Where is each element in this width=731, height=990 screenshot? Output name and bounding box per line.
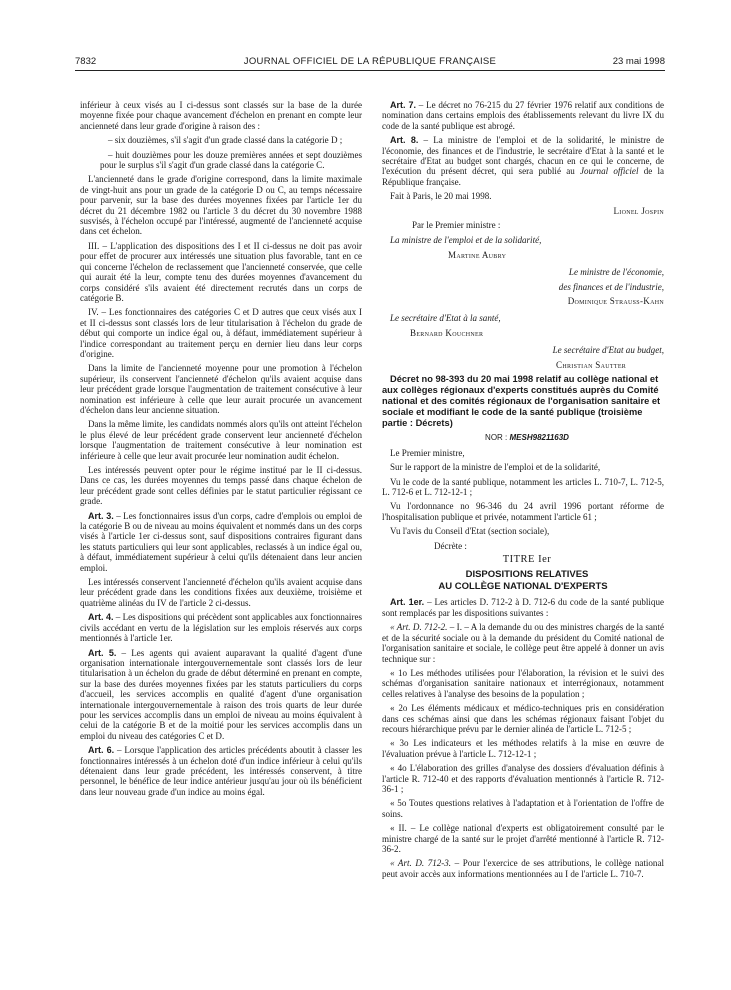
paragraph: Les intéressés peuvent opter pour le régime institué par le II ci-dessus. Dans ce cas, les durées moyennes du temps passé dans chaque échelon de leur précédent grade sont celles définies par le statut particulier régissant ce grade. (80, 465, 362, 507)
article-4 (80, 612, 362, 643)
article-1 (382, 597, 664, 618)
article-3 (80, 511, 362, 573)
minister-title: Le secrétaire d'Etat à la santé, (390, 313, 501, 324)
page-number: 7832 (75, 56, 97, 67)
article-text: – I. – A la demande du ou des ministres chargés de la santé et de la sécurité sociale ou à la demande du président du Comité national de l'organisation sanitaire et sociale, le collège peut être appelé à donner un avis technique sur : (382, 622, 664, 664)
titre-subheading (382, 569, 664, 593)
article-text: – Le décret no 76-215 du 27 février 1976 relatif aux conditions de nomination dans certains emplois des établissements relevant du livre IX du code de la santé publique est abrogé. (382, 100, 664, 131)
article-7 (382, 100, 664, 131)
issue-date: 23 mai 1998 (612, 56, 665, 67)
paragraph: Le Premier ministre, (390, 447, 465, 458)
list-item: « 1o Les méthodes utilisées pour l'élaboration, la révision et le suivi des schémas d'organisation sanitaire nationaux et interrégionaux, notamment celles relatives à l'analyse des besoins de la population ; (382, 667, 664, 699)
paragraph: Vu le code de la santé publique, notamment les articles L. 710-7, L. 712-5, L. 712-6 et L. 712-12-1 ; (382, 476, 664, 498)
minister-title: Le ministre de l'économie, (568, 266, 664, 277)
article-label: Art. 6. (88, 745, 115, 756)
nor-code: MESH9821163D (509, 433, 569, 443)
titre-line: AU COLLÈGE NATIONAL D'EXPERTS (438, 581, 608, 593)
article-label: Art. 1er. (390, 597, 425, 608)
article-text: – Pour l'exercice de ses attributions, le collège national peut avoir accès aux informations mentionnées au I de l'article L. 710-7. (382, 858, 664, 879)
article-8 (382, 135, 664, 187)
article-label: Art. 5. (88, 647, 117, 658)
paragraph: Vu l'avis du Conseil d'Etat (section sociale), (390, 526, 550, 537)
paragraph: L'ancienneté dans le grade d'origine correspond, dans la limite maximale de vingt-huit ans pour un grade de la catégorie D ou C, au temps nécessaire pour parvenir, sur la base des durées moyennes fixées par l'article 1er du décret du 21 décembre 1982 ou l'article 3 du décret du 30 novembre 1988 susvisés, à l'échelon occupé par l'intéressé, augmenté de l'ancienneté acquise dans cet échelon. (80, 174, 362, 237)
titre-heading: TITRE Ier (502, 554, 552, 566)
left-column (80, 100, 362, 801)
header-rule (75, 70, 665, 71)
nor-label: NOR : (485, 433, 510, 443)
dash-item: – six douzièmes, s'il s'agit d'un grade classé dans la catégorie D ; (108, 135, 343, 146)
minister-title: La ministre de l'emploi et de la solidarité, (390, 235, 542, 246)
article-d712-3 (382, 858, 664, 879)
article-text: – Les fonctionnaires issus d'un corps, cadre d'emplois ou emploi de la catégorie B ou de niveau au moins équivalent et nommés dans un des corps visés à l'article 1er ci-dessus sont, sauf dispositions contraires figurant dans les statuts particuliers qui leur sont applicables, reclassés à un indice égal ou, à défaut, immédiatement supérieur à celui qu'ils détenaient dans leur ancien emploi. (80, 510, 362, 573)
signatory-pm: Lionel Jospin (613, 205, 664, 216)
minister-title: Le secrétaire d'Etat au budget, (552, 344, 664, 355)
article-text: – Les articles D. 712-2 à D. 712-6 du code de la santé publique sont remplacés par les dispositions suivantes : (382, 597, 664, 618)
article-text: – Les agents qui avaient auparavant la qualité d'agent d'une organisation internationale intergouvernementale sont classés lors de leur titularisation à un échelon du grade de début déterminé en prenant en compte, sur la base des durées moyennes fixées par les statuts particuliers du corps d'accueil, les services accomplis en qualité d'agent d'une organisation internationale intergouvernementale à raison des trois quarts de leur durée pour les services accomplis dans un emploi de niveau au moins équivalent à celui de la catégorie B et de la moitié pour les services accomplis dans un emploi du niveau des catégories C et D. (80, 647, 362, 741)
page-header (75, 52, 665, 68)
article-d712-2 (382, 622, 664, 664)
minister-name: Bernard Kouchner (410, 328, 484, 339)
paragraph: Vu l'ordonnance no 96-346 du 24 avril 1996 portant réforme de l'hospitalisation publique et privée, notamment l'article 61 ; (382, 501, 664, 522)
article-text: – La ministre de l'emploi et de la solidarité, le ministre de l'économie, des finances et de l'industrie, le secrétaire d'Etat à la santé et le secrétaire d'Etat au budget sont chargés, chacun en ce qui le concerne, de l'exécution du présent décret, qui sera publié au (382, 135, 664, 177)
journal-title: JOURNAL OFFICIEL DE LA RÉPUBLIQUE FRANÇAISE (243, 56, 497, 67)
list-item: « 3o Les indicateurs et les méthodes relatifs à la mise en œuvre de l'évaluation prévue à l'article L. 712-12-1 ; (382, 738, 664, 759)
signatures (382, 206, 664, 371)
paragraph: Dans la limite de l'ancienneté moyenne pour une promotion à l'échelon supérieur, ils conservent l'ancienneté d'échelon qu'ils avaient acquise dans leur précédent grade lorsque l'augmentation de traitement consécutive à leur nomination est inférieure à celle que leur aurait procurée un avancement d'échelon dans leur ancienne situation. (80, 363, 362, 415)
article-label: Art. 4. (88, 612, 114, 623)
minister-name: Martine Aubry (448, 250, 507, 261)
minister-name: Dominique Strauss-Kahn (567, 296, 664, 307)
list-item: « 5o Toutes questions relatives à l'adaptation et à l'orientation de l'offre de soins. (382, 798, 664, 819)
article-5 (80, 648, 362, 742)
right-column (382, 100, 664, 883)
article-text: – Lorsque l'application des articles précédents aboutit à classer les fonctionnaires intéressés à un échelon doté d'un indice inférieur à celui qu'ils détenaient dans leur grade précédent, les intéressés conservent, à titre personnel, le bénéfice de leur indice antérieur jusqu'au jour où ils bénéficient dans leur nouveau grade d'un indice au moins égal. (80, 745, 362, 797)
article-label: « Art. D. 712-2. (390, 622, 448, 633)
article-label: « Art. D. 712-3. (390, 858, 452, 869)
article-label: Art. 3. (88, 510, 114, 521)
paragraph: Les intéressés conservent l'ancienneté d'échelon qu'ils avaient acquise dans leur précédent grade dans les conditions fixées aux deuxième, troisième et quatrième alinéas du IV de l'article 2 ci-dessus. (80, 577, 362, 608)
article-text: de la République française. (382, 166, 664, 187)
nor-reference (382, 433, 664, 443)
minister-title: des finances et de l'industrie, (558, 281, 664, 292)
minister-name: Christian Sautter (556, 359, 627, 370)
paragraph: Sur le rapport de la ministre de l'emploi et de la solidarité, (390, 462, 601, 473)
article-6 (80, 745, 362, 797)
titre-line: DISPOSITIONS RELATIVES (465, 569, 589, 581)
paragraph: IV. – Les fonctionnaires des catégories C et D autres que ceux visés aux I et II ci-dessus sont classés lors de leur titularisation à l'échelon du grade de début qui comporte un indice égal ou, à défaut, immédiatement supérieur à l'indice correspondant au traitement perçu en dernier lieu dans leur corps d'origine. (80, 307, 362, 359)
article-label: Art. 7. (390, 100, 417, 110)
decree-title: Décret no 98-393 du 20 mai 1998 relatif au collège national et aux collèges régionaux d'experts constitués auprès du Comité national et des comités régionaux de l'organisation sanitaire et sociale et modifiant le code de la santé publique (troisième partie : Décrets) (382, 374, 661, 429)
paragraph: Dans la même limite, les candidats nommés alors qu'ils ont atteint l'échelon le plus élevé de leur précédent grade conservent leur ancienneté d'échelon lorsque l'augmentation de traitement consécutive à leur nomination est inférieure à celle que leur avait procurée leur nomination audit échelon. (80, 419, 362, 461)
journal-name: Journal officiel (579, 166, 639, 177)
decrete: Décrète : (434, 540, 467, 551)
article-text: – Les dispositions qui précèdent sont applicables aux fonctionnaires civils accédant en vertu de la législation sur les emplois réservés aux corps mentionnés à l'article 1er. (80, 612, 362, 644)
list-item: « 2o Les éléments médicaux et médico-techniques pris en considération dans ces schémas ainsi que dans les schémas régionaux faisant l'objet du recours hiérarchique prévu par le dernier alinéa de l'article L. 712-5 ; (382, 703, 664, 734)
article-label: Art. 8. (390, 135, 419, 146)
par-pm: Par le Premier ministre : (412, 220, 501, 231)
list-item: « 4o L'élaboration des grilles d'analyse des dossiers d'évaluation définis à l'article R. 712-40 et des rapports d'évaluation mentionnés à l'article R. 712-36-1 ; (382, 763, 664, 794)
paragraph: inférieur à ceux visés au I ci-dessus sont classés sur la base de la durée moyenne fixée pour chaque avancement d'échelon en prenant en compte leur ancienneté dans leur grade d'origine à raison des : (80, 100, 362, 131)
dash-item: – huit douzièmes pour les douze premières années et sept douzièmes pour le surplus s'il s'agit d'un grade classé dans la catégorie C. (100, 149, 362, 171)
paragraph: « II. – Le collège national d'experts est obligatoirement consulté par le ministre chargé de la santé sur le projet d'arrêté mentionné à l'article R. 712-36-2. (382, 823, 664, 855)
paragraph: III. – L'application des dispositions des I et II ci-dessus ne doit pas avoir pour effet de procurer aux intéressés une situation plus favorable, tant en ce qui concerne l'échelon de reclassement que l'ancienneté conservée, que celle qui aurait été la leur, compte tenu des durées moyennes d'avancement du corps considéré s'ils avaient été directement recrutés dans un corps de catégorie B. (80, 240, 362, 303)
done-at: Fait à Paris, le 20 mai 1998. (390, 191, 492, 202)
